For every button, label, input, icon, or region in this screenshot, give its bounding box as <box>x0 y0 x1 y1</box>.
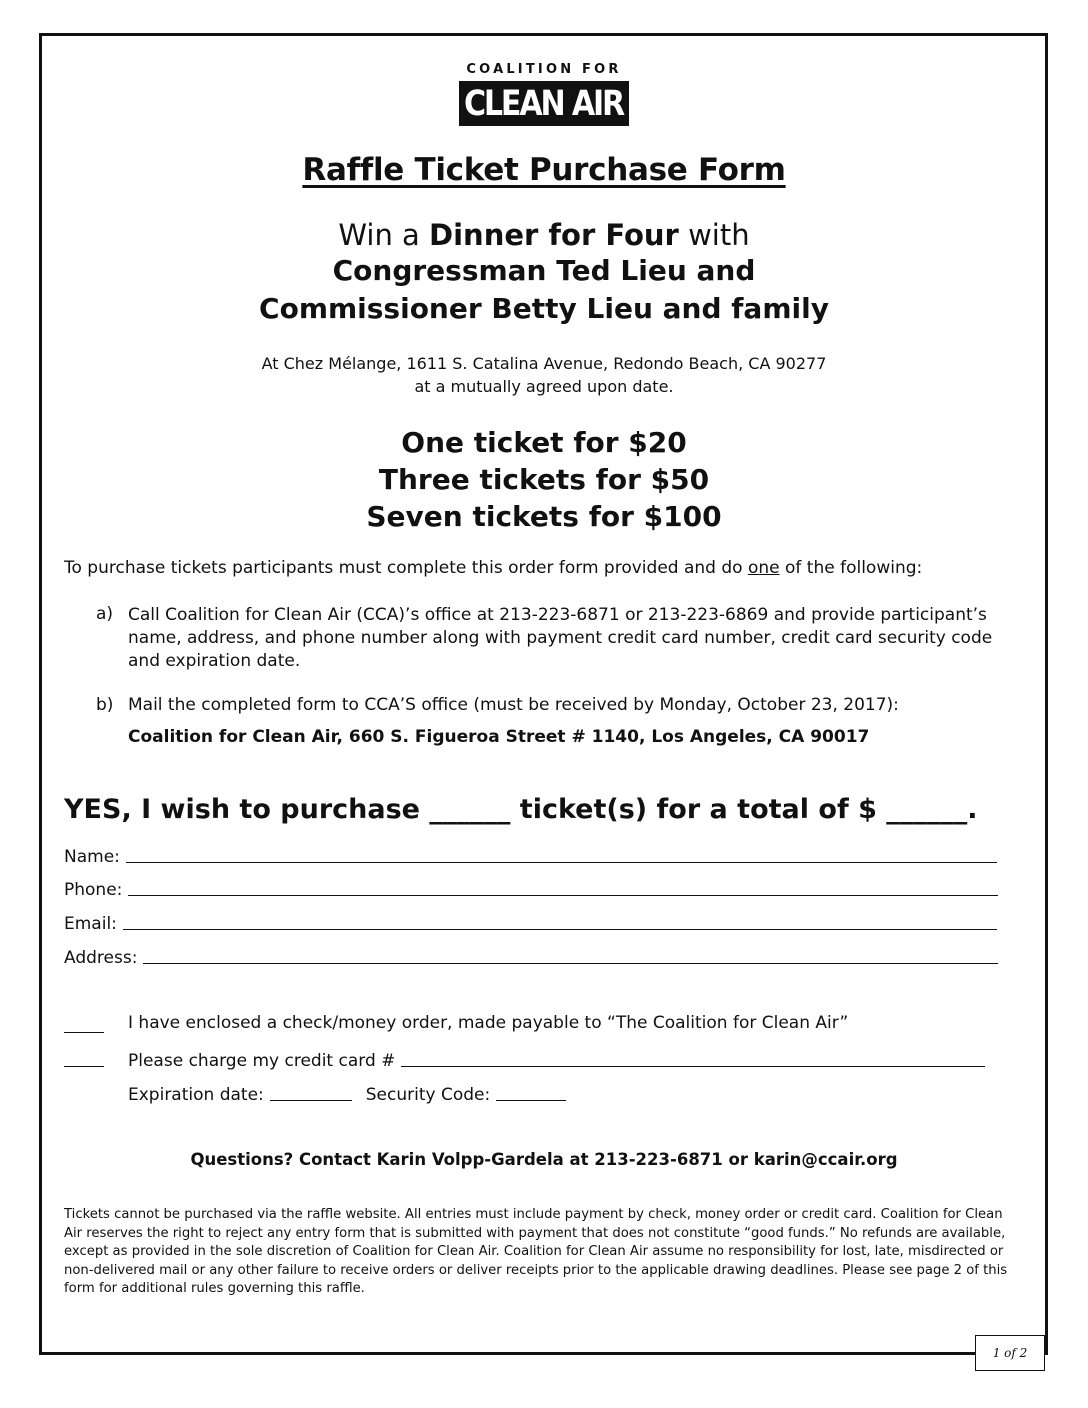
card-option-label: Please charge my credit card # <box>128 1051 396 1071</box>
prize-name: Dinner for Four <box>429 218 679 252</box>
page-indicator: 1 of 2 <box>975 1335 1045 1371</box>
mailing-address: Coalition for Clean Air, 660 S. Figueroa Street # 1140, Los Angeles, CA 90017 <box>128 727 870 747</box>
price-option-three: Three tickets for $50 <box>378 463 710 496</box>
instructions-intro <box>64 558 922 578</box>
host-line-congressman: Congressman Ted Lieu and <box>332 254 756 287</box>
price-option-seven: Seven tickets for $100 <box>366 500 722 533</box>
email-label: Email: <box>64 914 117 934</box>
coalition-logo <box>459 62 629 126</box>
intro-underlined: one <box>747 558 780 578</box>
address-label: Address: <box>64 948 138 968</box>
expiration-label: Expiration date: <box>128 1085 264 1105</box>
option-b-text: Mail the completed form to CCA’S office (must be received by Monday, October 23, 2017): <box>128 695 899 715</box>
intro-before: To purchase tickets participants must complete this order form provided and do <box>64 558 748 578</box>
purchase-statement: YES, I wish to purchase ______ ticket(s) for a total of $ ______. <box>64 794 978 825</box>
security-code-field[interactable] <box>496 1083 566 1101</box>
prize-suffix: with <box>678 218 750 252</box>
card-option-blank[interactable] <box>64 1065 104 1067</box>
venue-date-note: at a mutually agreed upon date. <box>414 377 674 396</box>
email-field[interactable] <box>123 912 997 930</box>
name-row <box>64 843 997 867</box>
form-title: Raffle Ticket Purchase Form <box>302 152 786 188</box>
email-row <box>64 910 997 934</box>
intro-after: of the following: <box>779 558 923 578</box>
phone-field[interactable] <box>128 878 998 896</box>
card-option-row <box>128 1047 985 1071</box>
check-option-text: I have enclosed a check/money order, made payable to “The Coalition for Clean Air” <box>128 1013 849 1033</box>
prize-line <box>40 218 1048 252</box>
name-field[interactable] <box>126 845 997 863</box>
check-option-blank[interactable] <box>64 1031 104 1033</box>
logo-top-text: COALITION FOR <box>466 62 622 77</box>
contact-line: Questions? Contact Karin Volpp-Gardela at 213-223-6871 or karin@ccair.org <box>190 1150 898 1169</box>
card-number-field[interactable] <box>401 1049 985 1067</box>
logo-box <box>459 81 629 126</box>
option-a-marker: a) <box>96 604 114 624</box>
price-option-one: One ticket for $20 <box>401 426 687 459</box>
prize-prefix: Win a <box>338 218 430 252</box>
phone-row <box>64 876 998 900</box>
expiration-field[interactable] <box>270 1083 352 1101</box>
card-details-row <box>128 1081 566 1105</box>
disclaimer-text: Tickets cannot be purchased via the raffle website. All entries must include payment by check, money order or credit card. Coalition for Clean Air reserves the right to reject any entry form that is submitted with payment that does not constitute “good funds.” No refunds are available, except as provided in the sole discretion of Coalition for Clean Air. Coalition for Clean Air assume no responsibility for lost, late, misdirected or non-delivered mail or any other failure to receive orders or deliver receipts prior to the applicable drawing deadlines. Please see page 2 of this form for additional rules governing this raffle. <box>64 1207 1008 1297</box>
address-field[interactable] <box>143 946 998 964</box>
address-row <box>64 944 998 968</box>
venue-location: At Chez Mélange, 1611 S. Catalina Avenue, Redondo Beach, CA 90277 <box>261 354 827 373</box>
logo-main-text: CLEAN AIR <box>464 83 624 124</box>
option-b-marker: b) <box>96 695 114 715</box>
option-a-text: Call Coalition for Clean Air (CCA)’s office at 213-223-6871 or 213-223-6869 and provide participant’s name, address, and phone number along with payment credit card number, credit card security code and expiration date. <box>128 605 993 671</box>
host-line-commissioner: Commissioner Betty Lieu and family <box>259 292 829 325</box>
name-label: Name: <box>64 847 120 867</box>
security-code-label: Security Code: <box>365 1085 491 1105</box>
phone-label: Phone: <box>64 880 123 900</box>
